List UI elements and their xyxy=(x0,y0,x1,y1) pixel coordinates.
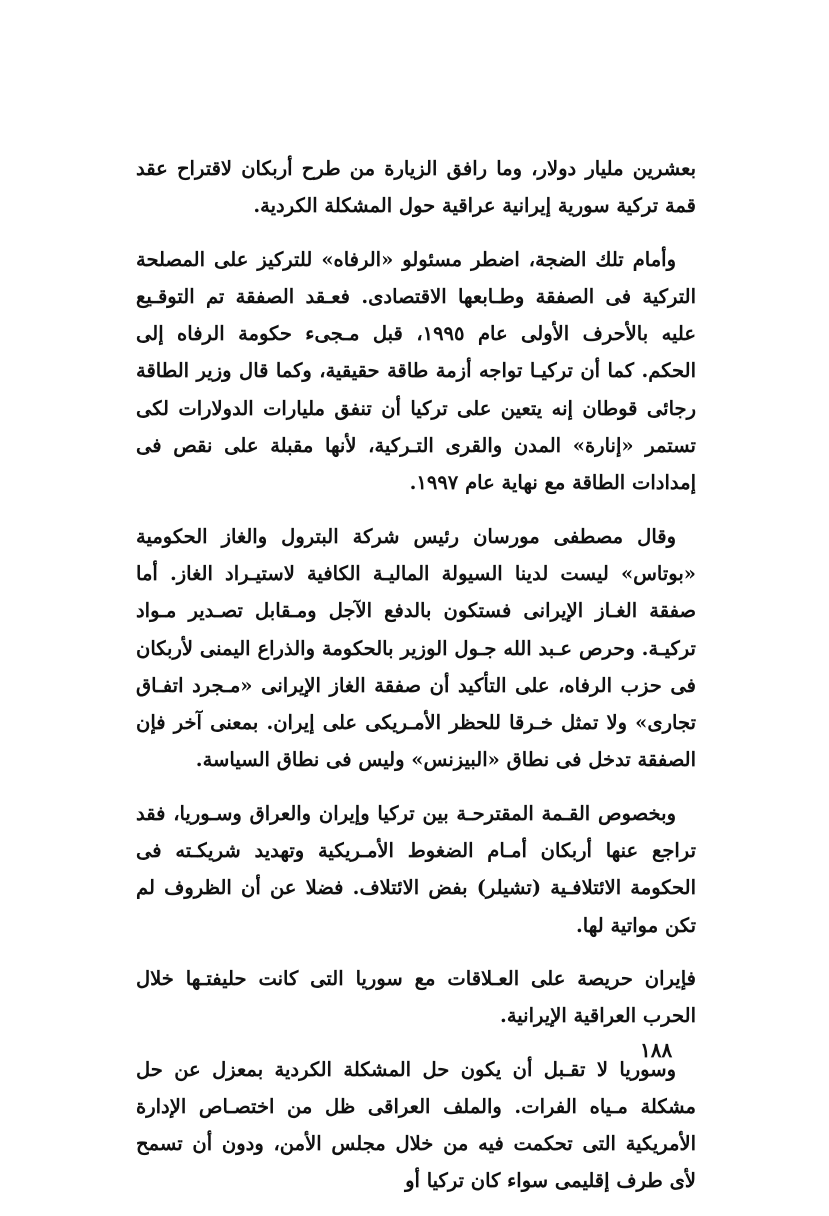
page-number: ١٨٨ xyxy=(640,1038,673,1062)
body-text xyxy=(136,150,696,1216)
paragraph-5: فإيران حريصة على العـلاقات مع سوريا التى كانت حليفتـها خلال الحرب العراقية الإيرانية. xyxy=(136,966,696,1028)
paragraph-6: وسوريا لا تقـبل أن يكون حل المشكلة الكردية بمعزل عن حل مشكلة مـياه الفرات. والملف العراقى ظل من اختصـاص الإدارة الأمريكية التى تحكمت فيه من خلال مجلس الأمن، ودون أن تسمح لأى طرف إقليمى سواء كان تركيا أو xyxy=(136,1057,696,1193)
paragraph-3: وقال مصطفى مورسان رئيس شركة البترول والغاز الحكومية «بوتاس» ليست لدينا السيولة الماليـة الكافية لاستيـراد الغاز. أما صفقة الغـاز الإيرانى فستكون بالدفع الآجل ومـقابل تصـدير مـواد تركيـة. وحرص عـبد الله جـول الوزير بالحكومة والذراع اليمنى لأربكان فى حزب الرفاه، على التأكيد أن صفقة الغاز الإيرانى «مـجرد اتفـاق تجارى» ولا تمثل خـرقا للحظر الأمـريكى على إيران. بمعنى آخر فإن الصفقة تدخل فى نطاق «البيزنس» وليس فى نطاق السياسة. xyxy=(136,524,696,772)
paragraph-2: وأمام تلك الضجة، اضطر مسئولو «الرفاه» للتركيز على المصلحة التركية فى الصفقة وطـابعها الاقتصادى. فعـقد الصفقة تم التوقـيع عليه بالأحرف الأولى عام ١٩٩٥، قبل مـجىء حكومة الرفاه إلى الحكم. كما أن تركيـا تواجه أزمة طاقة حقيقية، وكما قال وزير الطاقة رجائى قوطان إنه يتعين على تركيا أن تنفق مليارات الدولارات لكى تستمر «إنارة» المدن والقرى التـركية، لأنها مقبلة على نقص فى إمدادات الطاقة مع نهاية عام ١٩٩٧. xyxy=(136,247,696,495)
paragraph-4: وبخصوص القـمة المقترحـة بين تركيا وإيران والعراق وسـوريا، فقد تراجع عنها أربكان أمـام الضغوط الأمـريكية وتهديد شريكـته فى الحكومة الائتلافـية (تشيلر) بفض الائتلاف. فضلا عن أن الظروف لم تكن مواتية لها. xyxy=(136,801,696,937)
paragraph-1: بعشرين مليار دولار، وما رافق الزيارة من طرح أربكان لاقتراح عقد قمة تركية سورية إيرانية عراقية حول المشكلة الكردية. xyxy=(136,157,696,218)
